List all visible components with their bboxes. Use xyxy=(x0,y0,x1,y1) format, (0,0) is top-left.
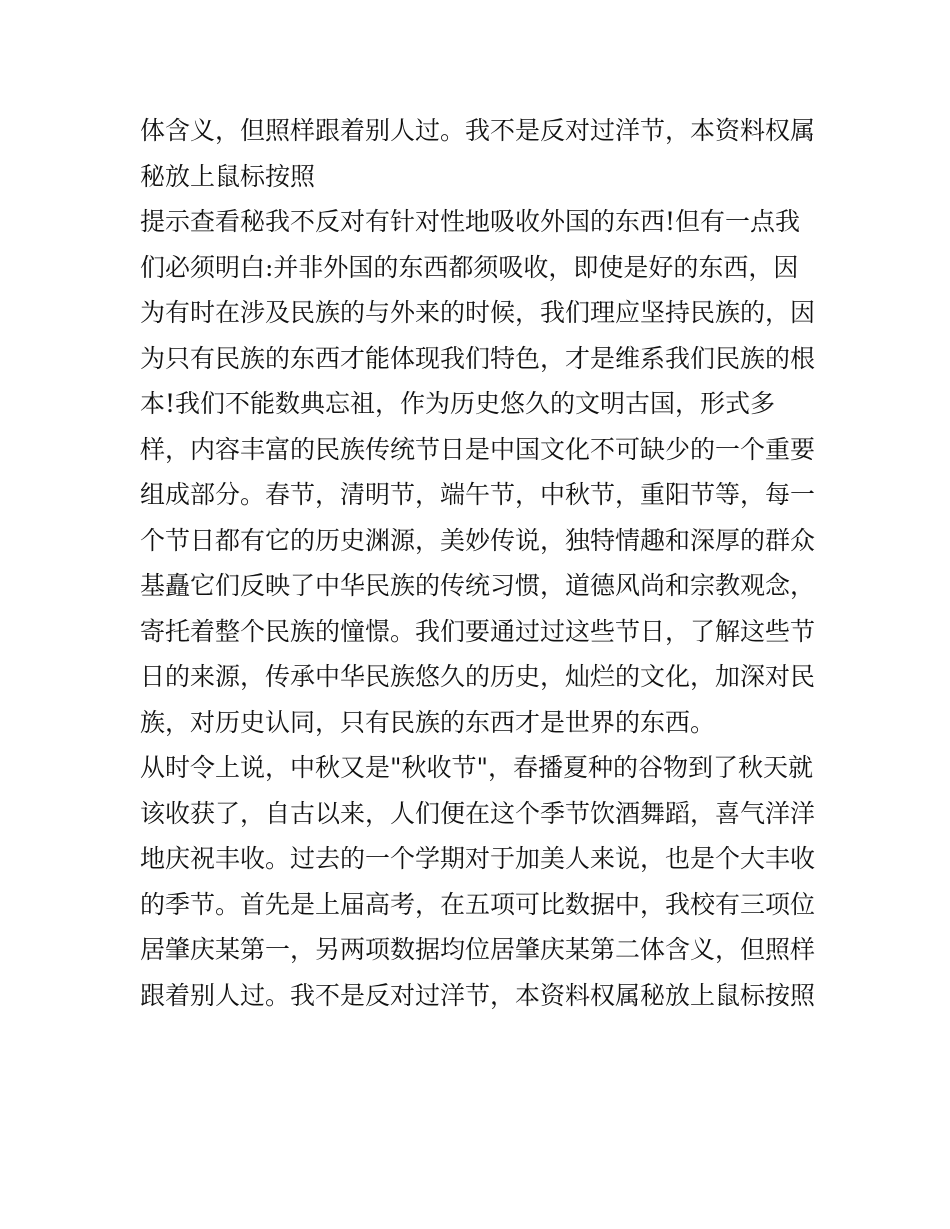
text-line: 该收获了，自古以来，人们便在这个季节饮酒舞蹈，喜气洋洋 xyxy=(140,798,816,828)
text-line: 的季节。首先是上届高考，在五项可比数据中，我校有三项位 xyxy=(140,889,816,919)
text-line: 从时令上说，中秋又是"秋收节"，春播夏种的谷物到了秋天就 xyxy=(140,753,814,782)
text-line: 组成部分。春节，清明节，端午节，中秋节，重阳节等，每一 xyxy=(140,480,816,509)
text-line: 族，对历史认同，只有民族的东西才是世界的东西。 xyxy=(140,707,716,737)
text-line: 们必须明白:并非外国的东西都须吸收，即使是好的东西，因 xyxy=(140,252,799,282)
text-line: 秘放上鼠标按照 xyxy=(140,161,316,191)
text-line: 本!我们不能数典忘祖，作为历史悠久的文明古国，形式多 xyxy=(140,389,776,418)
text-line: 居肇庆某第一，另两项数据均位居肇庆某第二体含义，但照样 xyxy=(140,935,816,964)
text-line: 日的来源，传承中华民族悠久的历史，灿烂的文化，加深对民 xyxy=(140,662,816,691)
text-line: 基矗它们反映了中华民族的传统习惯，道德风尚和宗教观念， xyxy=(140,571,816,600)
text-line: 体含义，但照样跟着别人过。我不是反对过洋节，本资料权属 xyxy=(140,116,816,145)
text-line: 个节日都有它的历史渊源，美妙传说，独特情趣和深厚的群众 xyxy=(140,525,816,555)
body-text xyxy=(140,108,830,1018)
text-line: 寄托着整个民族的憧憬。我们要通过过这些节日，了解这些节 xyxy=(140,616,816,646)
text-line: 样，内容丰富的民族传统节日是中国文化不可缺少的一个重要 xyxy=(140,434,816,464)
text-line: 提示查看秘我不反对有针对性地吸收外国的东西!但有一点我 xyxy=(140,207,801,236)
text-line: 跟着别人过。我不是反对过洋节，本资料权属秘放上鼠标按照 xyxy=(140,980,816,1010)
text-line: 为有时在涉及民族的与外来的时候，我们理应坚持民族的，因 xyxy=(140,298,816,327)
text-line: 为只有民族的东西才能体现我们特色，才是维系我们民族的根 xyxy=(140,343,816,373)
text-line: 地庆祝丰收。过去的一个学期对于加美人来说，也是个大丰收 xyxy=(140,844,816,873)
